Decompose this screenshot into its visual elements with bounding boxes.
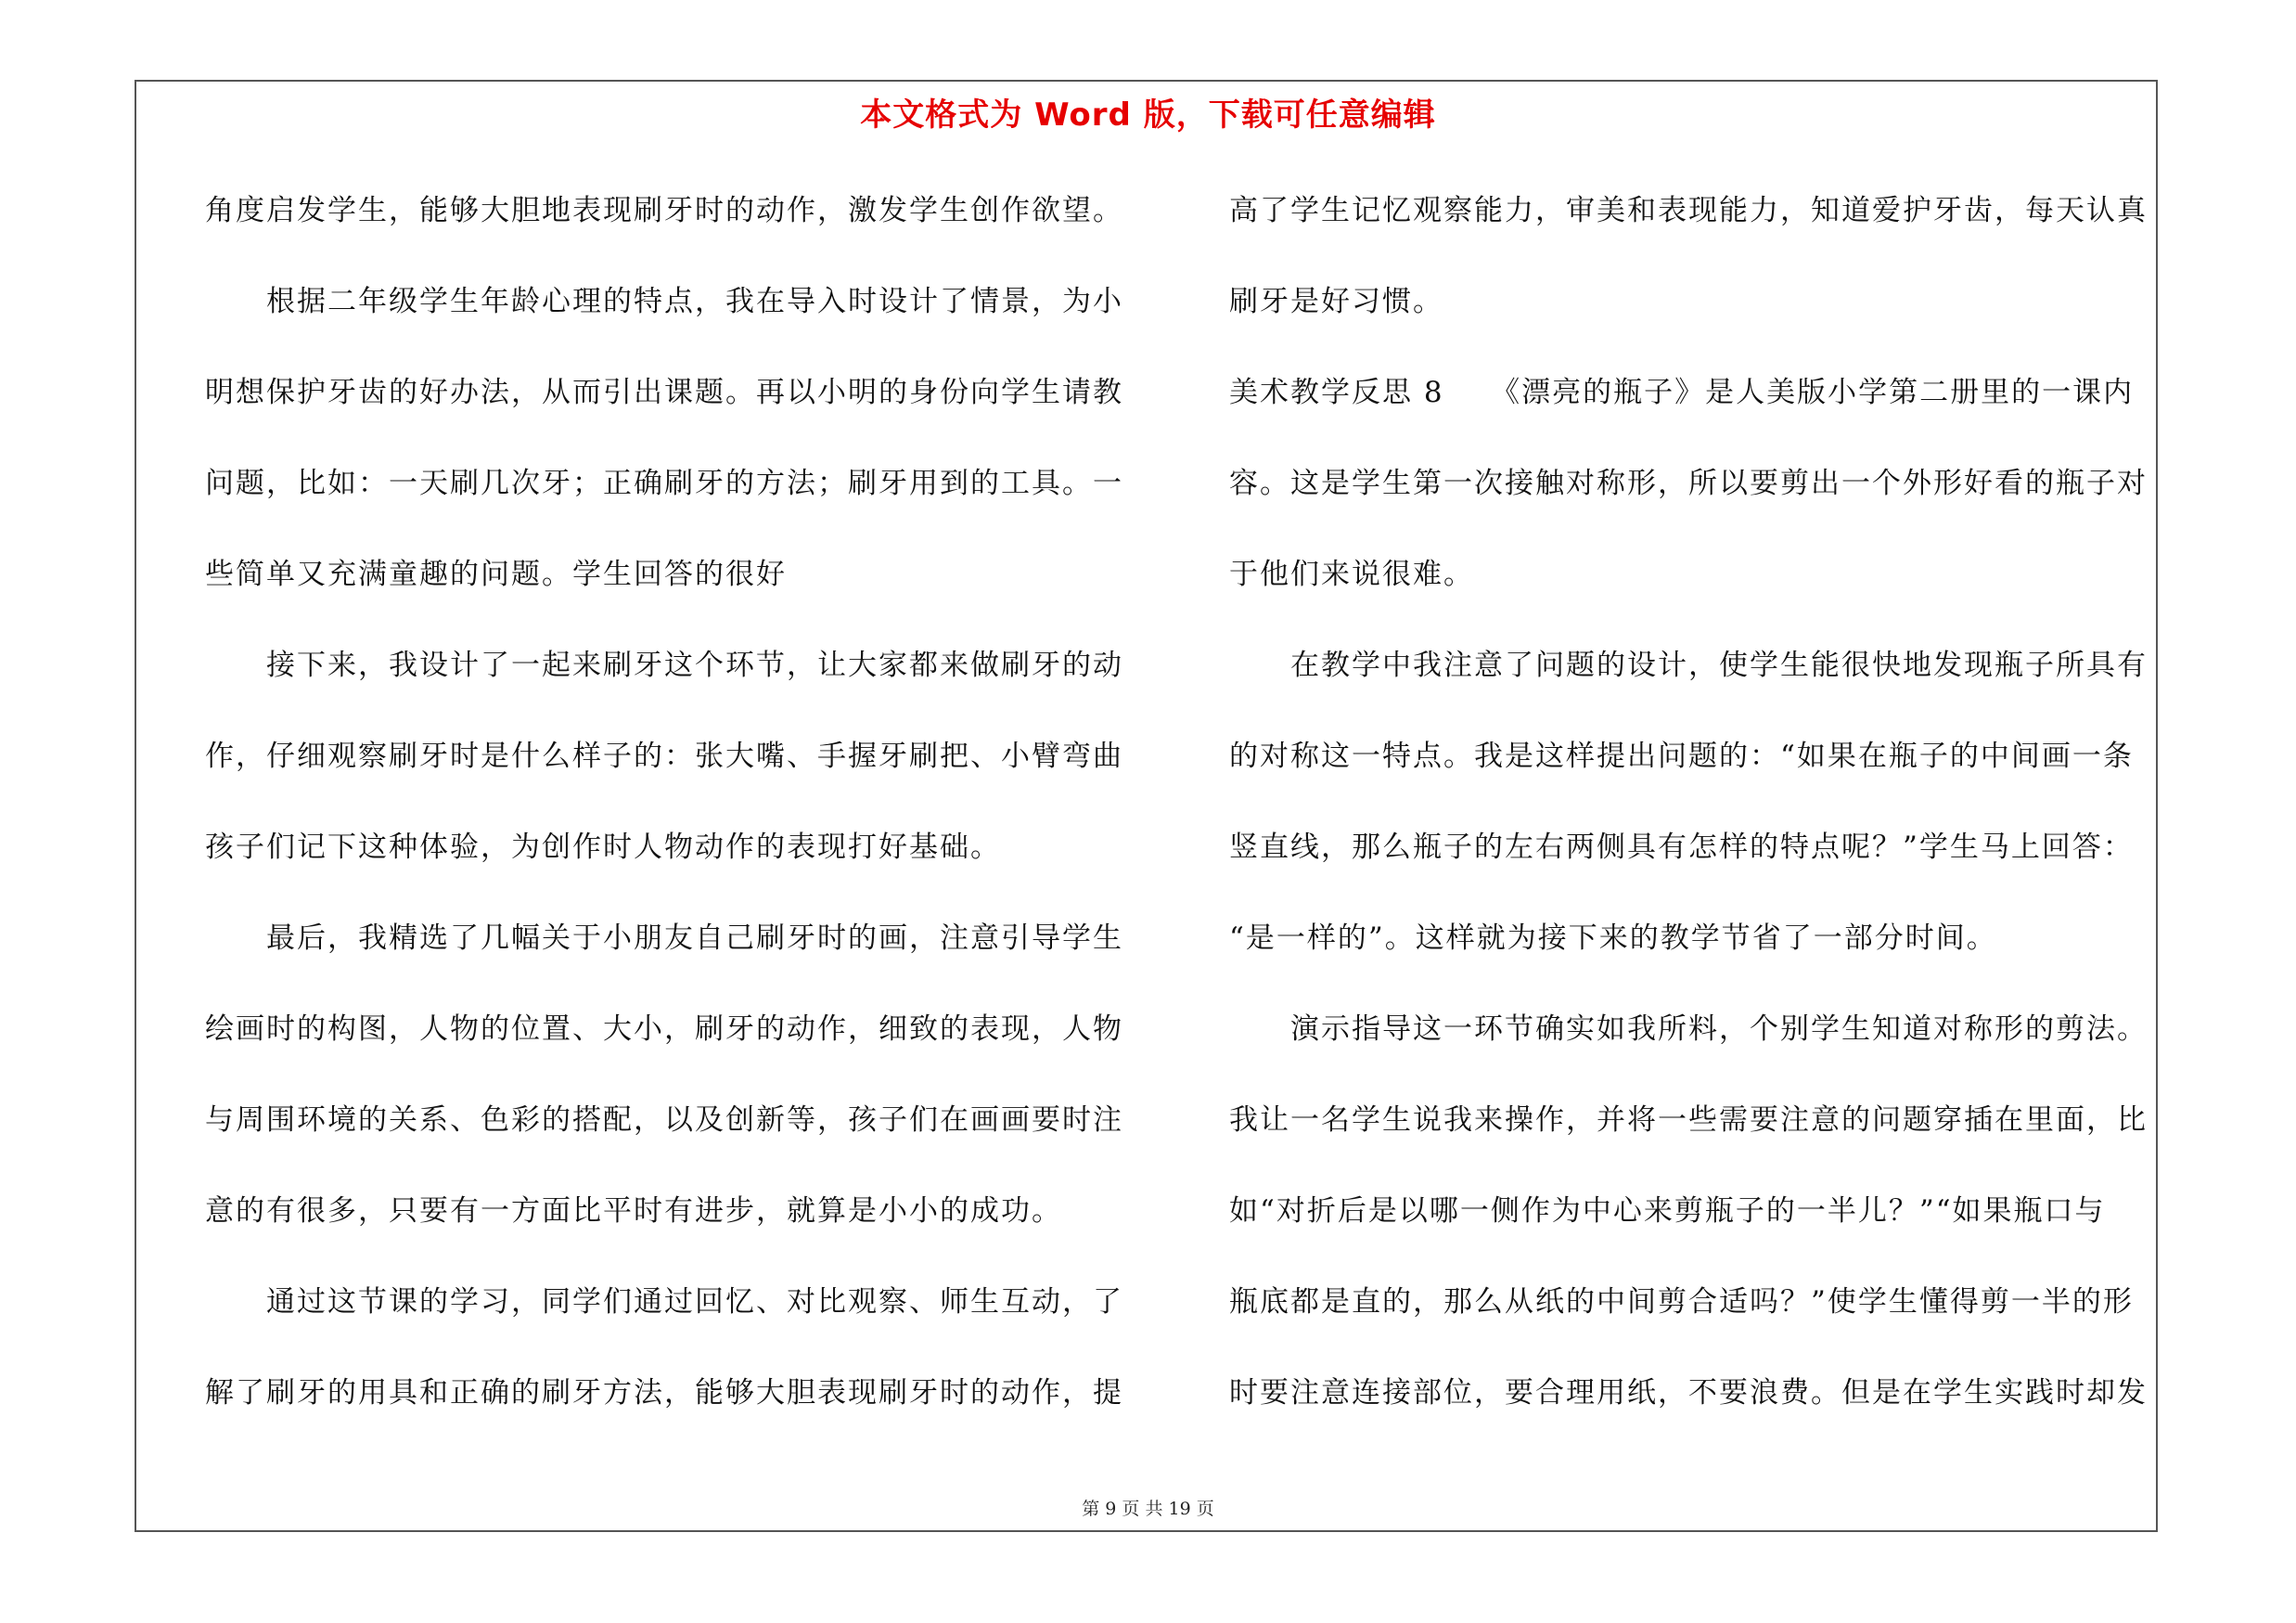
left-column	[205, 183, 1137, 1456]
text-line: 根据二年级学生年龄心理的特点，我在导入时设计了情景，为小	[266, 285, 1123, 318]
text-line: 意的有很多，只要有一方面比平时有进步，就算是小小的成功。	[205, 1194, 1062, 1228]
text-line: 作，仔细观察刷牙时是什么样子的：张大嘴、手握牙刷把、小臂弯曲	[205, 740, 1123, 773]
text-line: 刷牙是好习惯。	[1229, 285, 1443, 318]
text-line: 在教学中我注意了问题的设计，使学生能很快地发现瓶子所具有	[1290, 649, 2148, 682]
text-line: 问题，比如：一天刷几次牙；正确刷牙的方法；刷牙用到的工具。一	[205, 467, 1123, 500]
text-line: 高了学生记忆观察能力，审美和表现能力，知道爱护牙齿，每天认真	[1229, 194, 2148, 227]
text-line: 接下来，我设计了一起来刷牙这个环节，让大家都来做刷牙的动	[266, 649, 1123, 682]
text-line: 时要注意连接部位，要合理用纸，不要浪费。但是在学生实践时却发	[1229, 1376, 2148, 1410]
text-line: 美术教学反思 8 《漂亮的瓶子》是人美版小学第二册里的一课内	[1229, 376, 2135, 409]
text-line: 演示指导这一环节确实如我所料，个别学生知道对称形的剪法。	[1290, 1012, 2148, 1046]
text-line: 与周围环境的关系、色彩的搭配，以及创新等，孩子们在画画要时注	[205, 1103, 1123, 1137]
text-line: 解了刷牙的用具和正确的刷牙方法，能够大胆表现刷牙时的动作，提	[205, 1376, 1123, 1410]
text-line: 我让一名学生说我来操作，并将一些需要注意的问题穿插在里面，比	[1229, 1103, 2148, 1137]
text-line: 竖直线，那么瓶子的左右两侧具有怎样的特点呢？”学生马上回答：	[1229, 831, 2134, 864]
text-line: 绘画时的构图，人物的位置、大小，刷牙的动作，细致的表现，人物	[205, 1012, 1123, 1046]
text-line: “是一样的”。这样就为接下来的教学节省了一部分时间。	[1229, 921, 1997, 955]
page-number: 第 9 页 共 19 页	[1082, 1499, 1214, 1519]
text-line: 容。这是学生第一次接触对称形，所以要剪出一个外形好看的瓶子对	[1229, 467, 2148, 500]
right-column	[1229, 183, 2175, 1456]
text-line: 通过这节课的学习，同学们通过回忆、对比观察、师生互动，了	[266, 1285, 1123, 1319]
text-line: 孩子们记下这种体验，为创作时人物动作的表现打好基础。	[205, 831, 1001, 864]
text-line: 的对称这一特点。我是这样提出问题的：“如果在瓶子的中间画一条	[1229, 740, 2134, 773]
text-line: 角度启发学生，能够大胆地表现刷牙时的动作，激发学生创作欲望。	[205, 194, 1123, 227]
text-line: 最后，我精选了几幅关于小朋友自己刷牙时的画，注意引导学生	[266, 921, 1123, 955]
text-line: 于他们来说很难。	[1229, 558, 1474, 591]
format-banner: 本文格式为 Word 版，下载可任意编辑	[860, 97, 1436, 134]
text-line: 瓶底都是直的，那么从纸的中间剪合适吗？”使学生懂得剪一半的形	[1229, 1285, 2134, 1319]
text-line: 些简单又充满童趣的问题。学生回答的很好	[205, 558, 787, 591]
text-line: 如“对折后是以哪一侧作为中心来剪瓶子的一半儿？”“如果瓶口与	[1229, 1194, 2106, 1228]
text-line: 明想保护牙齿的好办法，从而引出课题。再以小明的身份向学生请教	[205, 376, 1123, 409]
